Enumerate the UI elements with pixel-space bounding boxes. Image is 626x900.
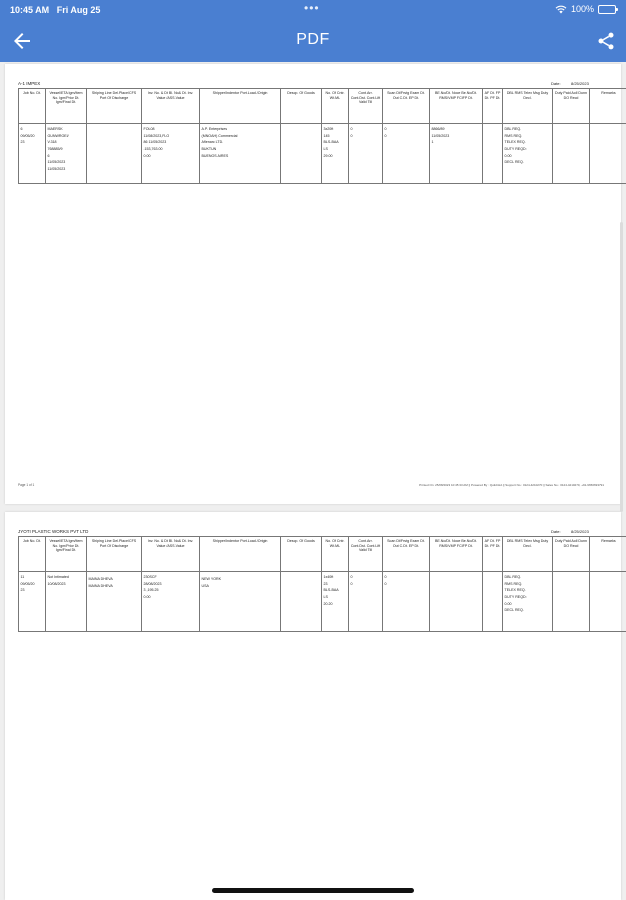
cell-line: 0.00 (143, 595, 151, 600)
cell-line: 1x40ft (323, 575, 334, 579)
cell-line: 0 (384, 575, 387, 579)
multitask-dots-icon[interactable]: ••• (304, 1, 320, 15)
cell-line: 11/08/2023,FLO (143, 133, 170, 138)
share-icon[interactable] (596, 30, 616, 52)
cell-line: DBL REQ. (504, 127, 522, 131)
table-cell (503, 124, 553, 184)
table-cell (322, 572, 349, 632)
cell-line: 3 ,195.25 (143, 588, 159, 593)
cell-line: LS (323, 595, 328, 600)
cell-line: 0 (384, 127, 387, 131)
cell-line: .153,763.00 (143, 147, 163, 152)
table-cell (281, 124, 322, 184)
column-header: Inv. No. & Dt Bl. No& Dt. Inv. Value /ASS.Value (142, 537, 200, 572)
column-header: Job No. Dt. (19, 537, 46, 572)
cell-line: 145 (323, 133, 330, 138)
cell-line: TELEX REQ. (504, 588, 526, 593)
cell-line: DBL REQ. (504, 575, 522, 579)
wifi-icon (555, 5, 567, 14)
company-name: A-1 IMPEX (18, 81, 41, 86)
battery-percent: 100% (570, 4, 594, 14)
table-row (19, 572, 626, 632)
cell-line: 0 (384, 581, 387, 586)
status-right (555, 4, 616, 14)
cell-line: 23 (323, 581, 328, 586)
column-header: Job No. Dt. (19, 89, 46, 124)
cell-line: 20.20 (323, 601, 333, 606)
cell-line: 0 (350, 581, 353, 586)
status-bar (0, 0, 626, 20)
column-header: AF Dt. FP Dt. PF Dt. (483, 537, 503, 572)
table-cell (503, 572, 553, 632)
table-cell (553, 124, 590, 184)
status-time (10, 5, 100, 15)
column-header: Remarks (590, 89, 626, 124)
column-header: Shiping Line Del.Place/CFS Port Of Discharge (87, 537, 142, 572)
column-header: Duty Paid Aoll Dunn DO Recd (553, 537, 590, 572)
clock-text: 10:45 AM (10, 5, 50, 15)
page-footer: Printed On: 25/08/2023 10:45:33 AM || Powered By : QuikCHA || Support No.: 0124-4210270 || Sales No.: 0124-4210270, +91-9650693791 (419, 483, 604, 487)
column-header: BE.No/Dt. Noce Be.No/Dt. RMS/VMP FCIFP Dt. (430, 89, 483, 124)
cell-line: 3x20ft (323, 127, 334, 131)
column-header: Duty Paid Aoll Dunn DO Recd (553, 89, 590, 124)
table-cell (142, 572, 200, 632)
date-text: Fri Aug 25 (56, 5, 101, 15)
report-table (18, 536, 626, 632)
cell-line: DUTY REQD: (504, 595, 527, 600)
column-header: Scan Dt/Frstg Exam Dt. Out C.Dt. EP Dt. (383, 89, 430, 124)
cell-line: MAINA DHEVA (88, 583, 113, 588)
cell-line: BLS-BAA (323, 588, 339, 593)
page-number: Page 1 of 1 (18, 483, 35, 487)
scrollbar[interactable] (620, 222, 623, 512)
cell-line: FOL08 (143, 127, 155, 131)
cell-line: RMS REQ. (504, 581, 523, 586)
cell-line: 11/05/2023 (47, 167, 66, 172)
cell-line: Aflenarc LTD. (201, 140, 224, 145)
table-cell (590, 572, 626, 632)
column-header: DBL RMS Telex Msg Duty Decl. (503, 537, 553, 572)
cell-line: 0.00 (143, 153, 151, 158)
cell-line: NEW YORK (201, 577, 222, 581)
table-cell (349, 572, 383, 632)
table-cell (430, 572, 483, 632)
cell-line: 09/05/20 (20, 581, 35, 586)
cell-line: (MNOAH) Commercial (201, 133, 238, 138)
table-header-row (19, 537, 626, 572)
column-header: Remarks (590, 537, 626, 572)
report-table (18, 88, 626, 184)
cell-line: 10/08/2023 (47, 581, 66, 586)
cell-line: DECL REQ. (504, 160, 524, 165)
cell-line: 0 (350, 133, 353, 138)
table-cell (483, 124, 503, 184)
cell-line: 8866/89 (431, 127, 445, 131)
table-cell (590, 124, 626, 184)
cell-line: BUENOS AIRES (201, 153, 229, 158)
report-date: 8/25/2023 (571, 81, 589, 86)
cell-line: 6 (20, 127, 23, 131)
cell-line: BUKTUN (201, 147, 217, 152)
table-header-row (19, 89, 626, 124)
cell-line: 86 11/05/2023 (143, 140, 167, 145)
company-name: JYOTI PLASTIC WORKS PVT LTD (18, 529, 89, 534)
cell-line: 0 (350, 127, 353, 131)
table-cell (483, 572, 503, 632)
table-cell (322, 124, 349, 184)
table-cell (19, 572, 46, 632)
date-label: Date: (551, 529, 561, 534)
table-cell (349, 124, 383, 184)
cell-line: 0.00 (504, 601, 512, 606)
cell-line: 0 (350, 575, 353, 579)
pdf-page-1[interactable] (5, 64, 621, 504)
pdf-page-2[interactable] (5, 512, 621, 900)
cell-line: DECL REQ. (504, 608, 524, 613)
cell-line: DUTY REQD: (504, 147, 527, 152)
column-header: Descp. Of Goods (281, 89, 322, 124)
cell-line: BLS-BAA (323, 140, 339, 145)
table-cell (87, 572, 142, 632)
table-cell (430, 124, 483, 184)
table-cell (200, 572, 281, 632)
column-header: Scan Dt/Frstg Exam Dt. Out C.Dt. EP Dt. (383, 537, 430, 572)
page-title: PDF (296, 31, 330, 48)
cell-line: RMS REQ. (504, 133, 523, 138)
cell-line: USA (201, 583, 209, 588)
column-header: Cont.Arr. Cont.Dst. Cont.Lift Valid Till (349, 537, 383, 572)
cell-line: 230SCF (143, 575, 157, 579)
home-indicator[interactable] (212, 888, 414, 893)
table-cell (46, 124, 87, 184)
cell-line: 29.00 (323, 153, 333, 158)
cell-line: 28/08/2023 (143, 581, 162, 586)
cell-line: MAERSK (47, 127, 63, 131)
cell-line: 0 (384, 133, 387, 138)
report-date: 8/25/2023 (571, 529, 589, 534)
table-cell (19, 124, 46, 184)
table-cell (383, 572, 430, 632)
cell-line: 1 (431, 140, 434, 145)
cell-line: V.318 (47, 140, 57, 145)
table-cell (553, 572, 590, 632)
column-header: Vessel/ETA Igm/Item No. Igm/Prior Dt. Igm/Final Dt. (46, 89, 87, 124)
column-header: Shiping Line Del.Place/CFS Port Of Discharge (87, 89, 142, 124)
cell-line: 23 (20, 140, 25, 145)
cell-line: 6 (47, 153, 50, 158)
table-cell (87, 124, 142, 184)
table-cell (383, 124, 430, 184)
pdf-viewer[interactable] (0, 62, 626, 900)
app-bar (0, 20, 626, 62)
cell-line: 11 (20, 575, 25, 579)
cell-line: MAINA DHEVA (88, 577, 113, 581)
table-cell (200, 124, 281, 184)
battery-icon (598, 5, 616, 14)
column-header: Shipper/Indentor Port.Load./Origin (200, 89, 281, 124)
column-header: No. Of Cntr. Wt.ML (322, 537, 349, 572)
cell-line: A.P. Enterprises (201, 127, 228, 131)
column-header: Cont.Arr. Cont.Dst. Cont.Lift Valid Till (349, 89, 383, 124)
cell-line: 0.00 (504, 153, 512, 158)
cell-line: Not Intimated (47, 575, 69, 579)
cell-line: LS (323, 147, 328, 152)
column-header: No. Of Cntr. Wt.ML (322, 89, 349, 124)
column-header: BE.No/Dt. Noce Be.No/Dt. RMS/VMP FCIFP Dt. (430, 537, 483, 572)
cell-line: TELEX REQ. (504, 140, 526, 145)
table-cell (281, 572, 322, 632)
table-cell (142, 124, 200, 184)
table-cell (46, 572, 87, 632)
cell-line: 11/05/2023 (431, 133, 450, 138)
column-header: Vessel/ETA Igm/Item No. Igm/Prior Dt. Igm/Final Dt. (46, 537, 87, 572)
column-header: DBL RMS Telex Msg Duty Decl. (503, 89, 553, 124)
date-label: Date: (551, 81, 561, 86)
cell-line: 23 (20, 588, 25, 593)
column-header: Descp. Of Goods (281, 537, 322, 572)
cell-line: 768885/9 (47, 147, 63, 152)
column-header: Shipper/Indentor Port.Load./Origin (200, 537, 281, 572)
cell-line: 09/05/20 (20, 133, 35, 138)
column-header: AF Dt. FP Dt. PF Dt. (483, 89, 503, 124)
table-row (19, 124, 626, 184)
column-header: Inv. No. & Dt Bl. No& Dt. Inv. Value /ASS.Value (142, 89, 200, 124)
cell-line: 11/05/2023 (47, 160, 66, 165)
cell-line: GUNWROEI/ (47, 133, 69, 138)
